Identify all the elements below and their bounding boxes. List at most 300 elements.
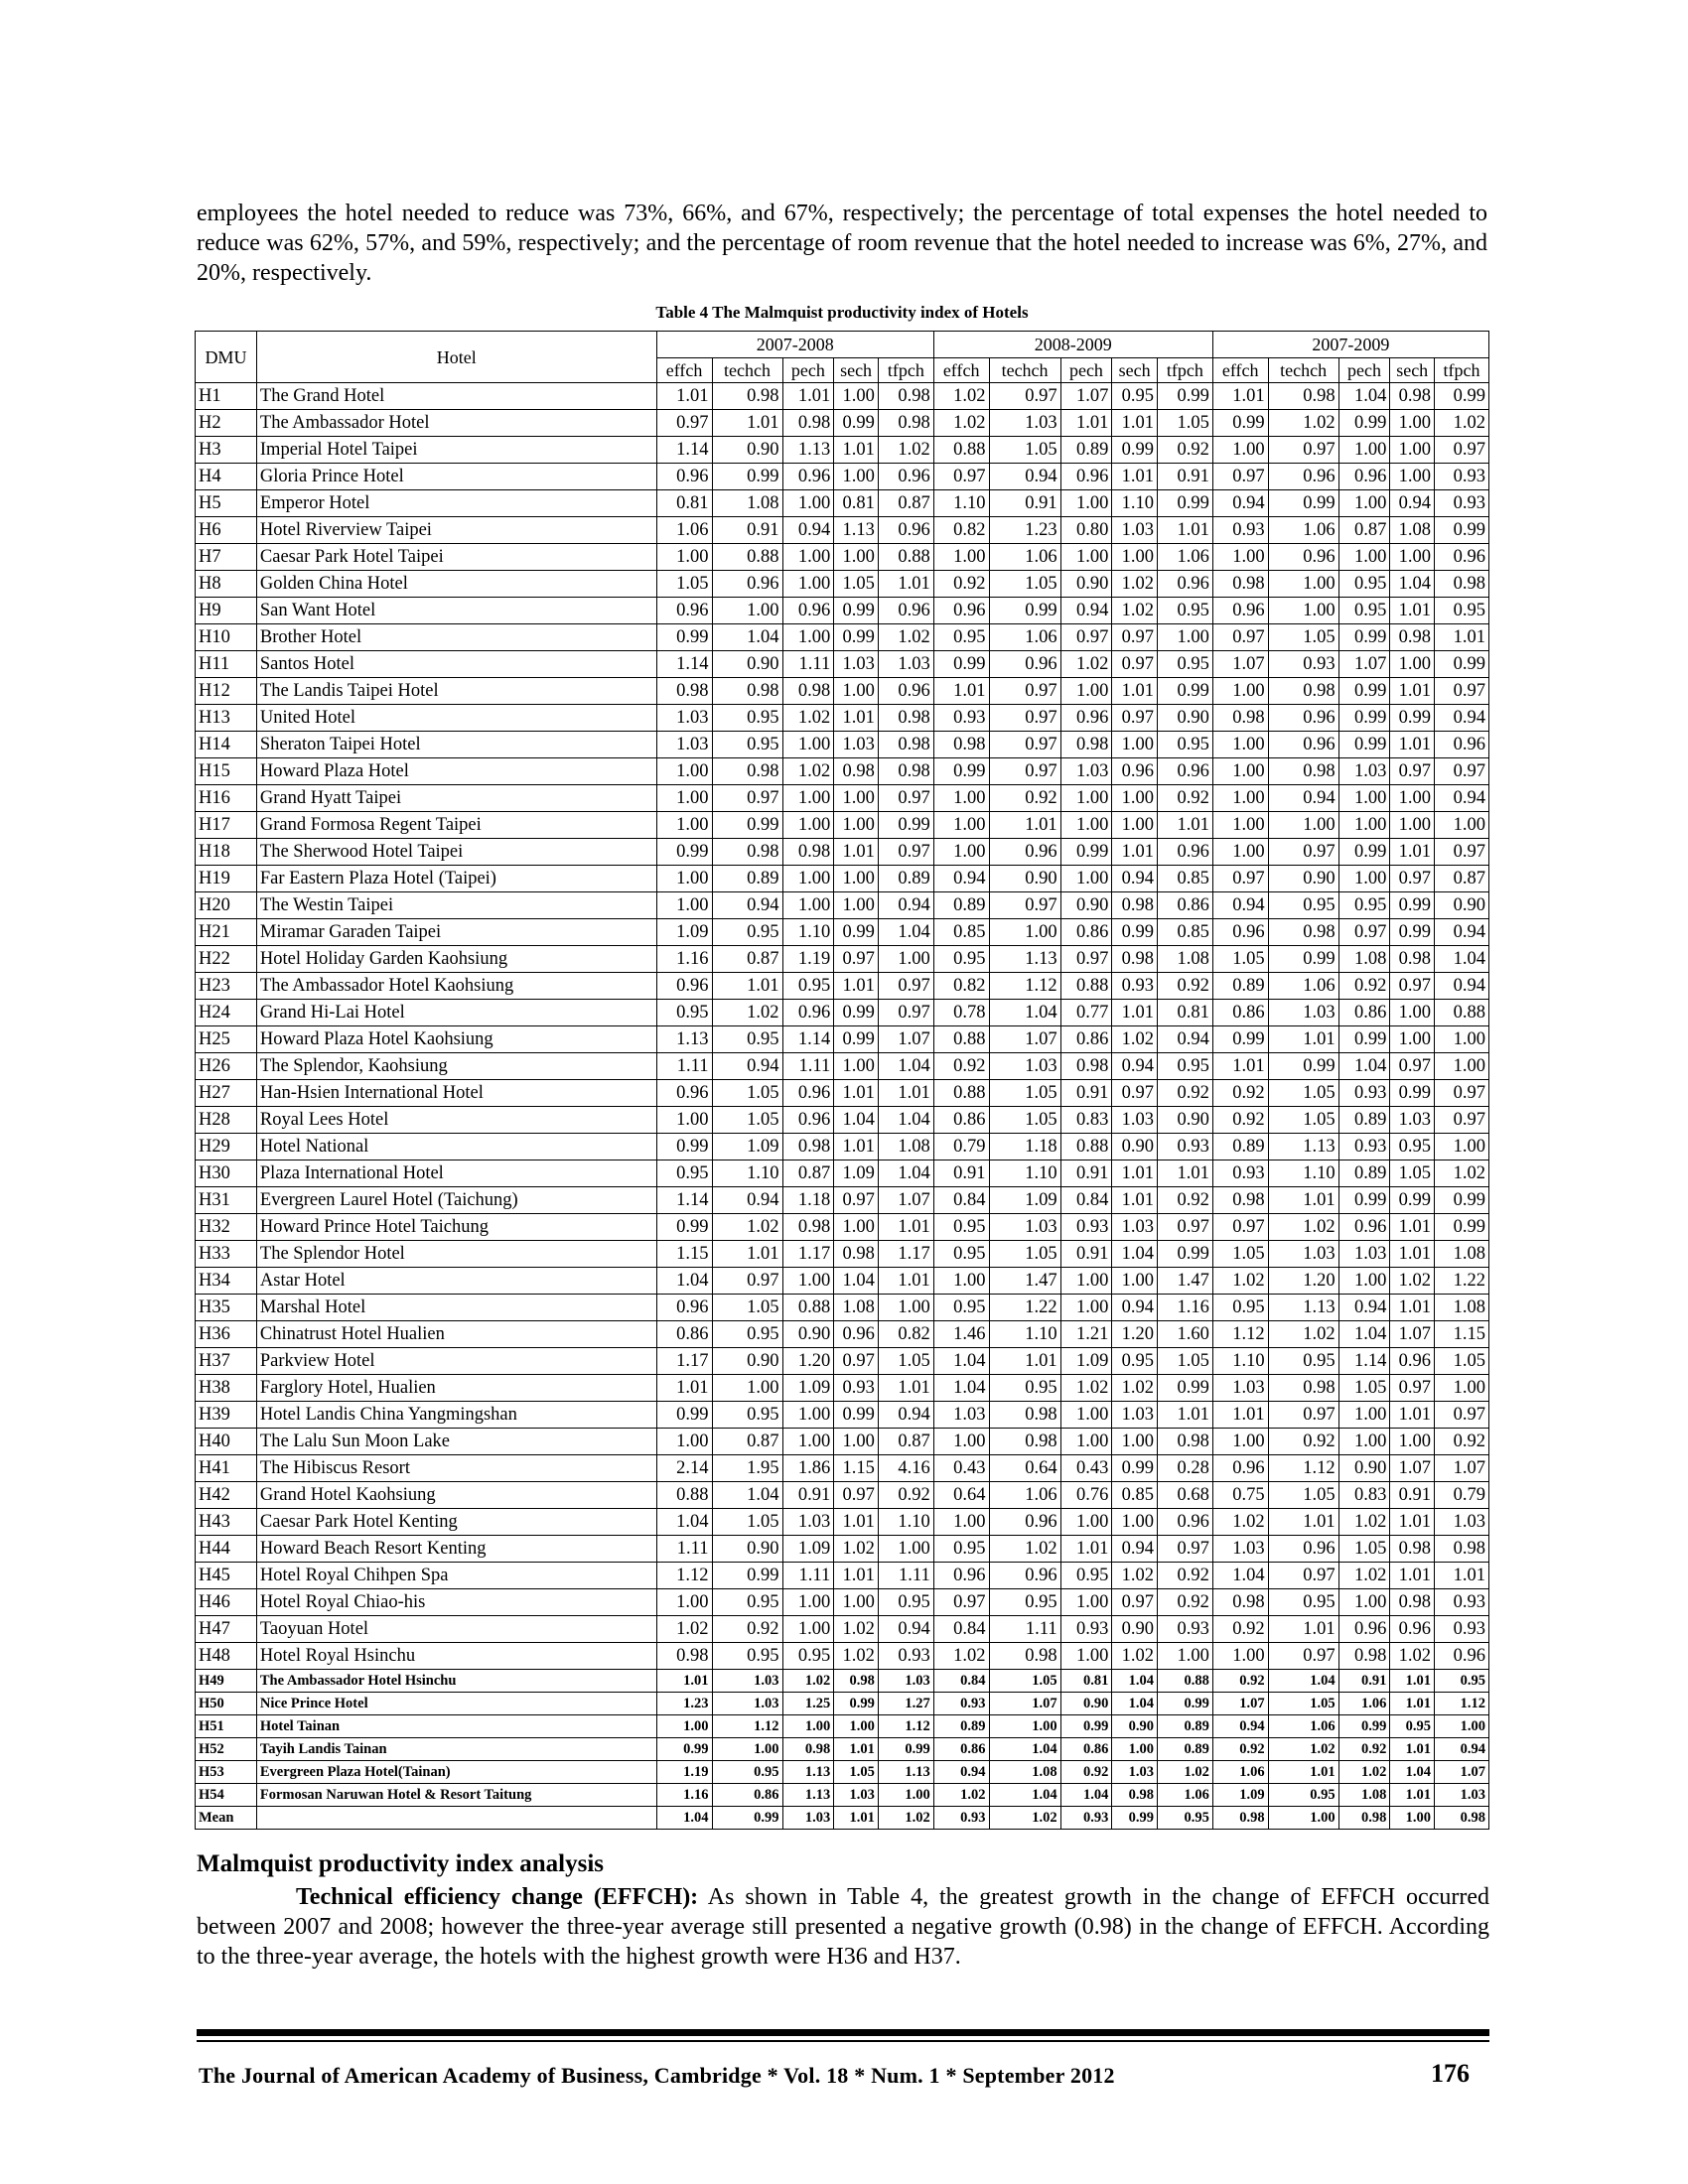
value-cell: 0.98 (1212, 571, 1268, 598)
value-cell: 1.00 (1268, 812, 1338, 839)
value-cell: 0.89 (878, 866, 933, 892)
header-metric: sech (834, 358, 879, 383)
value-cell: 0.98 (834, 758, 879, 785)
table-row (196, 1482, 1489, 1509)
value-cell: 1.04 (1390, 571, 1435, 598)
value-cell: 1.00 (878, 1784, 933, 1807)
value-cell: 0.95 (1268, 892, 1338, 919)
hotel-cell: Hotel Landis China Yangmingshan (256, 1402, 656, 1429)
value-cell: 0.97 (878, 1000, 933, 1026)
value-cell: 0.99 (712, 1807, 782, 1830)
value-cell: 1.01 (1390, 1214, 1435, 1241)
value-cell: 0.97 (1112, 651, 1158, 678)
dmu-cell: H2 (196, 410, 257, 437)
dmu-cell: H4 (196, 464, 257, 490)
value-cell: 1.02 (1157, 1761, 1212, 1784)
value-cell: 1.22 (989, 1295, 1060, 1321)
value-cell: 0.99 (1157, 1241, 1212, 1268)
value-cell: 1.04 (1212, 1563, 1268, 1589)
value-cell: 1.00 (834, 383, 879, 410)
value-cell: 0.98 (712, 839, 782, 866)
hotel-cell: Parkview Hotel (256, 1348, 656, 1375)
dmu-cell: H40 (196, 1429, 257, 1455)
dmu-cell: H7 (196, 544, 257, 571)
value-cell: 1.01 (878, 1268, 933, 1295)
value-cell: 1.04 (1112, 1693, 1158, 1715)
value-cell: 1.01 (834, 705, 879, 732)
hotel-cell: Sheraton Taipei Hotel (256, 732, 656, 758)
value-cell: 0.99 (1060, 839, 1112, 866)
value-cell: 0.87 (712, 946, 782, 973)
value-cell: 1.00 (834, 1589, 879, 1616)
value-cell: 1.60 (1157, 1321, 1212, 1348)
value-cell: 1.22 (1435, 1268, 1489, 1295)
value-cell: 0.96 (933, 1563, 989, 1589)
value-cell: 1.02 (1338, 1563, 1390, 1589)
value-cell: 1.03 (782, 1807, 834, 1830)
value-cell: 0.96 (1268, 732, 1338, 758)
table-row (196, 1134, 1489, 1160)
value-cell: 1.13 (1268, 1134, 1338, 1160)
hotel-cell: Astar Hotel (256, 1268, 656, 1295)
value-cell: 1.00 (782, 785, 834, 812)
table-row (196, 1348, 1489, 1375)
value-cell: 1.00 (782, 490, 834, 517)
value-cell: 1.03 (656, 732, 712, 758)
table-row (196, 1784, 1489, 1807)
value-cell: 1.00 (782, 1429, 834, 1455)
value-cell: 0.99 (1435, 1214, 1489, 1241)
value-cell: 1.00 (1112, 732, 1158, 758)
value-cell: 4.16 (878, 1455, 933, 1482)
value-cell: 1.02 (834, 1643, 879, 1670)
value-cell: 1.01 (834, 437, 879, 464)
value-cell: 1.09 (656, 919, 712, 946)
value-cell: 1.08 (1435, 1241, 1489, 1268)
value-cell: 0.92 (989, 785, 1060, 812)
value-cell: 1.10 (1268, 1160, 1338, 1187)
dmu-cell: H13 (196, 705, 257, 732)
value-cell: 0.95 (1060, 1563, 1112, 1589)
value-cell: 1.00 (656, 1715, 712, 1738)
value-cell: 1.10 (1112, 490, 1158, 517)
value-cell: 1.16 (1157, 1295, 1212, 1321)
dmu-cell: H28 (196, 1107, 257, 1134)
value-cell: 1.01 (989, 812, 1060, 839)
value-cell: 1.00 (834, 544, 879, 571)
value-cell: 0.98 (878, 383, 933, 410)
value-cell: 0.92 (1157, 1080, 1212, 1107)
value-cell: 0.92 (1268, 1429, 1338, 1455)
value-cell: 0.88 (712, 544, 782, 571)
dmu-cell: H39 (196, 1402, 257, 1429)
value-cell: 0.97 (1268, 839, 1338, 866)
value-cell: 0.94 (933, 1761, 989, 1784)
value-cell: 1.00 (1212, 812, 1268, 839)
value-cell: 0.95 (712, 919, 782, 946)
value-cell: 0.90 (1060, 892, 1112, 919)
value-cell: 0.86 (933, 1738, 989, 1761)
value-cell: 1.02 (1268, 1214, 1338, 1241)
value-cell: 1.01 (834, 1563, 879, 1589)
value-cell: 0.99 (834, 1000, 879, 1026)
value-cell: 1.03 (1112, 1402, 1158, 1429)
value-cell: 0.98 (1060, 1053, 1112, 1080)
hotel-cell: Caesar Park Hotel Taipei (256, 544, 656, 571)
value-cell: 1.08 (834, 1295, 879, 1321)
value-cell: 1.00 (1212, 678, 1268, 705)
value-cell: 0.95 (712, 1643, 782, 1670)
value-cell: 0.95 (1338, 598, 1390, 624)
value-cell: 0.93 (1060, 1807, 1112, 1830)
value-cell: 0.86 (933, 1107, 989, 1134)
value-cell: 0.99 (1157, 1375, 1212, 1402)
value-cell: 0.99 (1435, 517, 1489, 544)
value-cell: 0.91 (1060, 1241, 1112, 1268)
hotel-cell: Grand Hotel Kaohsiung (256, 1482, 656, 1509)
dmu-cell: H17 (196, 812, 257, 839)
table-row (196, 1026, 1489, 1053)
dmu-cell: H31 (196, 1187, 257, 1214)
value-cell: 1.13 (878, 1761, 933, 1784)
value-cell: 1.01 (834, 1509, 879, 1536)
value-cell: 1.01 (1112, 464, 1158, 490)
value-cell: 1.00 (1212, 839, 1268, 866)
value-cell: 1.00 (1212, 1643, 1268, 1670)
value-cell: 0.95 (989, 1589, 1060, 1616)
value-cell: 0.91 (1338, 1670, 1390, 1693)
value-cell: 1.05 (712, 1107, 782, 1134)
value-cell: 1.00 (656, 812, 712, 839)
value-cell: 0.97 (656, 410, 712, 437)
value-cell: 1.03 (1112, 517, 1158, 544)
value-cell: 1.00 (656, 1429, 712, 1455)
table-row (196, 866, 1489, 892)
value-cell: 0.98 (878, 410, 933, 437)
value-cell: 1.01 (1157, 812, 1212, 839)
value-cell: 0.87 (1435, 866, 1489, 892)
value-cell: 0.99 (1338, 732, 1390, 758)
hotel-cell: Howard Plaza Hotel (256, 758, 656, 785)
hotel-cell: Plaza International Hotel (256, 1160, 656, 1187)
value-cell: 1.00 (1390, 464, 1435, 490)
value-cell: 1.00 (1338, 544, 1390, 571)
value-cell: 0.97 (1157, 1536, 1212, 1563)
value-cell: 1.19 (782, 946, 834, 973)
dmu-cell: H46 (196, 1589, 257, 1616)
dmu-cell: Mean (196, 1807, 257, 1830)
value-cell: 1.00 (834, 1429, 879, 1455)
value-cell: 1.00 (1390, 1807, 1435, 1830)
value-cell: 0.98 (782, 410, 834, 437)
value-cell: 1.09 (1060, 1348, 1112, 1375)
value-cell: 1.18 (989, 1134, 1060, 1160)
value-cell: 1.01 (1157, 1160, 1212, 1187)
value-cell: 0.99 (1338, 678, 1390, 705)
value-cell: 1.02 (989, 1536, 1060, 1563)
hotel-cell: Hotel National (256, 1134, 656, 1160)
value-cell: 0.97 (989, 678, 1060, 705)
value-cell: 0.95 (1157, 1053, 1212, 1080)
table-row (196, 1509, 1489, 1536)
value-cell: 1.00 (1435, 1715, 1489, 1738)
value-cell: 0.92 (878, 1482, 933, 1509)
value-cell: 0.87 (878, 1429, 933, 1455)
value-cell: 0.99 (1268, 946, 1338, 973)
value-cell: 2.14 (656, 1455, 712, 1482)
value-cell: 1.04 (656, 1509, 712, 1536)
table-row (196, 1214, 1489, 1241)
value-cell: 0.99 (1212, 410, 1268, 437)
value-cell: 1.27 (878, 1693, 933, 1715)
value-cell: 1.00 (878, 946, 933, 973)
value-cell: 0.96 (878, 598, 933, 624)
value-cell: 1.11 (782, 1563, 834, 1589)
value-cell: 1.00 (933, 1429, 989, 1455)
value-cell: 1.00 (1268, 598, 1338, 624)
value-cell: 0.90 (712, 1536, 782, 1563)
value-cell: 0.94 (1212, 490, 1268, 517)
value-cell: 0.99 (1268, 490, 1338, 517)
value-cell: 0.96 (989, 1509, 1060, 1536)
value-cell: 0.94 (1112, 1536, 1158, 1563)
value-cell: 0.99 (834, 1402, 879, 1429)
value-cell: 0.64 (933, 1482, 989, 1509)
value-cell: 1.15 (656, 1241, 712, 1268)
value-cell: 0.99 (1157, 678, 1212, 705)
value-cell: 0.96 (782, 1107, 834, 1134)
value-cell: 1.95 (712, 1455, 782, 1482)
value-cell: 1.13 (656, 1026, 712, 1053)
value-cell: 0.95 (1157, 651, 1212, 678)
value-cell: 1.01 (712, 1241, 782, 1268)
value-cell: 0.85 (933, 919, 989, 946)
value-cell: 1.00 (1390, 1026, 1435, 1053)
value-cell: 1.07 (1212, 651, 1268, 678)
value-cell: 1.13 (782, 437, 834, 464)
value-cell: 0.97 (1435, 1402, 1489, 1429)
value-cell: 0.98 (1060, 732, 1112, 758)
value-cell: 0.95 (933, 1241, 989, 1268)
value-cell: 0.95 (712, 1402, 782, 1429)
table-row (196, 490, 1489, 517)
value-cell: 0.89 (1338, 1107, 1390, 1134)
value-cell: 0.97 (712, 1268, 782, 1295)
value-cell: 1.04 (1435, 946, 1489, 973)
value-cell: 0.96 (1157, 571, 1212, 598)
value-cell: 1.00 (1390, 651, 1435, 678)
value-cell: 0.87 (878, 490, 933, 517)
value-cell: 1.00 (1112, 785, 1158, 812)
table-row (196, 812, 1489, 839)
value-cell: 0.97 (712, 785, 782, 812)
value-cell: 1.03 (1212, 1536, 1268, 1563)
value-cell: 1.20 (1112, 1321, 1158, 1348)
value-cell: 1.01 (1268, 1761, 1338, 1784)
value-cell: 1.00 (1435, 1375, 1489, 1402)
value-cell: 0.98 (782, 1214, 834, 1241)
value-cell: 1.00 (1338, 1589, 1390, 1616)
value-cell: 1.12 (1212, 1321, 1268, 1348)
value-cell: 0.85 (1157, 866, 1212, 892)
value-cell: 1.02 (782, 758, 834, 785)
value-cell: 1.01 (1112, 410, 1158, 437)
value-cell: 1.09 (712, 1134, 782, 1160)
value-cell: 1.10 (878, 1509, 933, 1536)
value-cell: 0.98 (1390, 383, 1435, 410)
hotel-cell: Han-Hsien International Hotel (256, 1080, 656, 1107)
dmu-cell: H19 (196, 866, 257, 892)
dmu-cell: H29 (196, 1134, 257, 1160)
value-cell: 0.88 (933, 1080, 989, 1107)
value-cell: 1.01 (834, 1134, 879, 1160)
value-cell: 0.91 (1157, 464, 1212, 490)
value-cell: 0.99 (1268, 1053, 1338, 1080)
value-cell: 1.01 (1112, 1000, 1158, 1026)
value-cell: 1.07 (1390, 1455, 1435, 1482)
value-cell: 1.01 (1157, 1402, 1212, 1429)
value-cell: 1.00 (834, 892, 879, 919)
value-cell: 0.98 (1157, 1429, 1212, 1455)
value-cell: 0.95 (933, 1536, 989, 1563)
table-row (196, 1455, 1489, 1482)
value-cell: 0.94 (1060, 598, 1112, 624)
value-cell: 1.00 (1268, 1807, 1338, 1830)
value-cell: 0.98 (989, 1402, 1060, 1429)
value-cell: 1.02 (1060, 651, 1112, 678)
value-cell: 1.00 (1112, 1268, 1158, 1295)
value-cell: 1.02 (1268, 1321, 1338, 1348)
value-cell: 1.00 (1435, 1053, 1489, 1080)
value-cell: 1.08 (1390, 517, 1435, 544)
value-cell: 0.98 (1212, 1187, 1268, 1214)
value-cell: 1.17 (878, 1241, 933, 1268)
value-cell: 1.03 (1338, 1241, 1390, 1268)
value-cell: 1.00 (1212, 758, 1268, 785)
table-row (196, 464, 1489, 490)
value-cell: 0.89 (1338, 1160, 1390, 1187)
value-cell: 1.05 (1157, 410, 1212, 437)
value-cell: 1.04 (656, 1268, 712, 1295)
value-cell: 1.04 (1338, 1053, 1390, 1080)
footer-rule (197, 2029, 1489, 2036)
value-cell: 0.93 (1268, 651, 1338, 678)
value-cell: 0.90 (712, 1348, 782, 1375)
value-cell: 1.08 (989, 1761, 1060, 1784)
value-cell: 0.82 (933, 517, 989, 544)
value-cell: 1.01 (1060, 410, 1112, 437)
value-cell: 0.94 (878, 892, 933, 919)
dmu-cell: H10 (196, 624, 257, 651)
value-cell: 0.94 (1112, 1295, 1158, 1321)
value-cell: 0.96 (834, 1321, 879, 1348)
value-cell: 1.03 (834, 1784, 879, 1807)
value-cell: 1.01 (1390, 1784, 1435, 1807)
header-metric: effch (656, 358, 712, 383)
value-cell: 0.99 (1157, 383, 1212, 410)
value-cell: 1.16 (656, 1784, 712, 1807)
dmu-cell: H36 (196, 1321, 257, 1348)
value-cell: 0.92 (1157, 1589, 1212, 1616)
value-cell: 1.12 (656, 1563, 712, 1589)
value-cell: 1.00 (1060, 544, 1112, 571)
dmu-cell: H35 (196, 1295, 257, 1321)
value-cell: 0.96 (1338, 1616, 1390, 1643)
value-cell: 1.02 (1112, 1375, 1158, 1402)
value-cell: 0.84 (933, 1670, 989, 1693)
value-cell: 1.00 (1060, 1509, 1112, 1536)
value-cell: 0.92 (933, 571, 989, 598)
value-cell: 0.98 (1390, 1589, 1435, 1616)
value-cell: 0.94 (1435, 1738, 1489, 1761)
value-cell: 0.76 (1060, 1482, 1112, 1509)
value-cell: 1.00 (1060, 1589, 1112, 1616)
value-cell: 0.93 (1060, 1616, 1112, 1643)
dmu-cell: H33 (196, 1241, 257, 1268)
value-cell: 1.02 (712, 1214, 782, 1241)
value-cell: 0.99 (1157, 1693, 1212, 1715)
value-cell: 0.94 (1212, 892, 1268, 919)
value-cell: 0.99 (1390, 1080, 1435, 1107)
value-cell: 1.00 (712, 1738, 782, 1761)
value-cell: 1.04 (878, 1107, 933, 1134)
value-cell: 1.03 (989, 1053, 1060, 1080)
value-cell: 0.97 (1390, 866, 1435, 892)
value-cell: 1.00 (782, 892, 834, 919)
value-cell: 1.06 (1157, 1784, 1212, 1807)
value-cell: 1.05 (1435, 1348, 1489, 1375)
value-cell: 0.98 (989, 1643, 1060, 1670)
table-row (196, 1738, 1489, 1761)
value-cell: 1.07 (878, 1187, 933, 1214)
value-cell: 0.88 (933, 437, 989, 464)
value-cell: 1.05 (989, 1241, 1060, 1268)
value-cell: 1.04 (933, 1375, 989, 1402)
value-cell: 0.97 (1390, 1053, 1435, 1080)
value-cell: 0.81 (834, 490, 879, 517)
table-row (196, 651, 1489, 678)
hotel-cell: Hotel Royal Chihpen Spa (256, 1563, 656, 1589)
dmu-cell: H34 (196, 1268, 257, 1295)
hotel-cell: Chinatrust Hotel Hualien (256, 1321, 656, 1348)
value-cell: 1.00 (1060, 1643, 1112, 1670)
value-cell: 0.95 (1157, 598, 1212, 624)
value-cell: 1.00 (834, 1053, 879, 1080)
hotel-cell: Santos Hotel (256, 651, 656, 678)
value-cell: 1.00 (782, 571, 834, 598)
value-cell: 0.99 (834, 919, 879, 946)
value-cell: 0.90 (1112, 1616, 1158, 1643)
value-cell: 1.13 (782, 1761, 834, 1784)
value-cell: 1.09 (1212, 1784, 1268, 1807)
value-cell: 0.99 (834, 598, 879, 624)
analysis-paragraph (197, 1882, 1489, 1972)
value-cell: 0.88 (1060, 1134, 1112, 1160)
value-cell: 0.98 (1435, 1536, 1489, 1563)
table-row (196, 1160, 1489, 1187)
value-cell: 1.01 (1060, 1536, 1112, 1563)
value-cell: 1.09 (782, 1536, 834, 1563)
value-cell: 1.04 (656, 1807, 712, 1830)
value-cell: 1.02 (1268, 410, 1338, 437)
dmu-cell: H5 (196, 490, 257, 517)
table-row (196, 1107, 1489, 1134)
dmu-cell: H18 (196, 839, 257, 866)
value-cell: 0.98 (1390, 624, 1435, 651)
value-cell: 1.00 (1112, 812, 1158, 839)
value-cell: 1.00 (1338, 490, 1390, 517)
hotel-cell: Imperial Hotel Taipei (256, 437, 656, 464)
